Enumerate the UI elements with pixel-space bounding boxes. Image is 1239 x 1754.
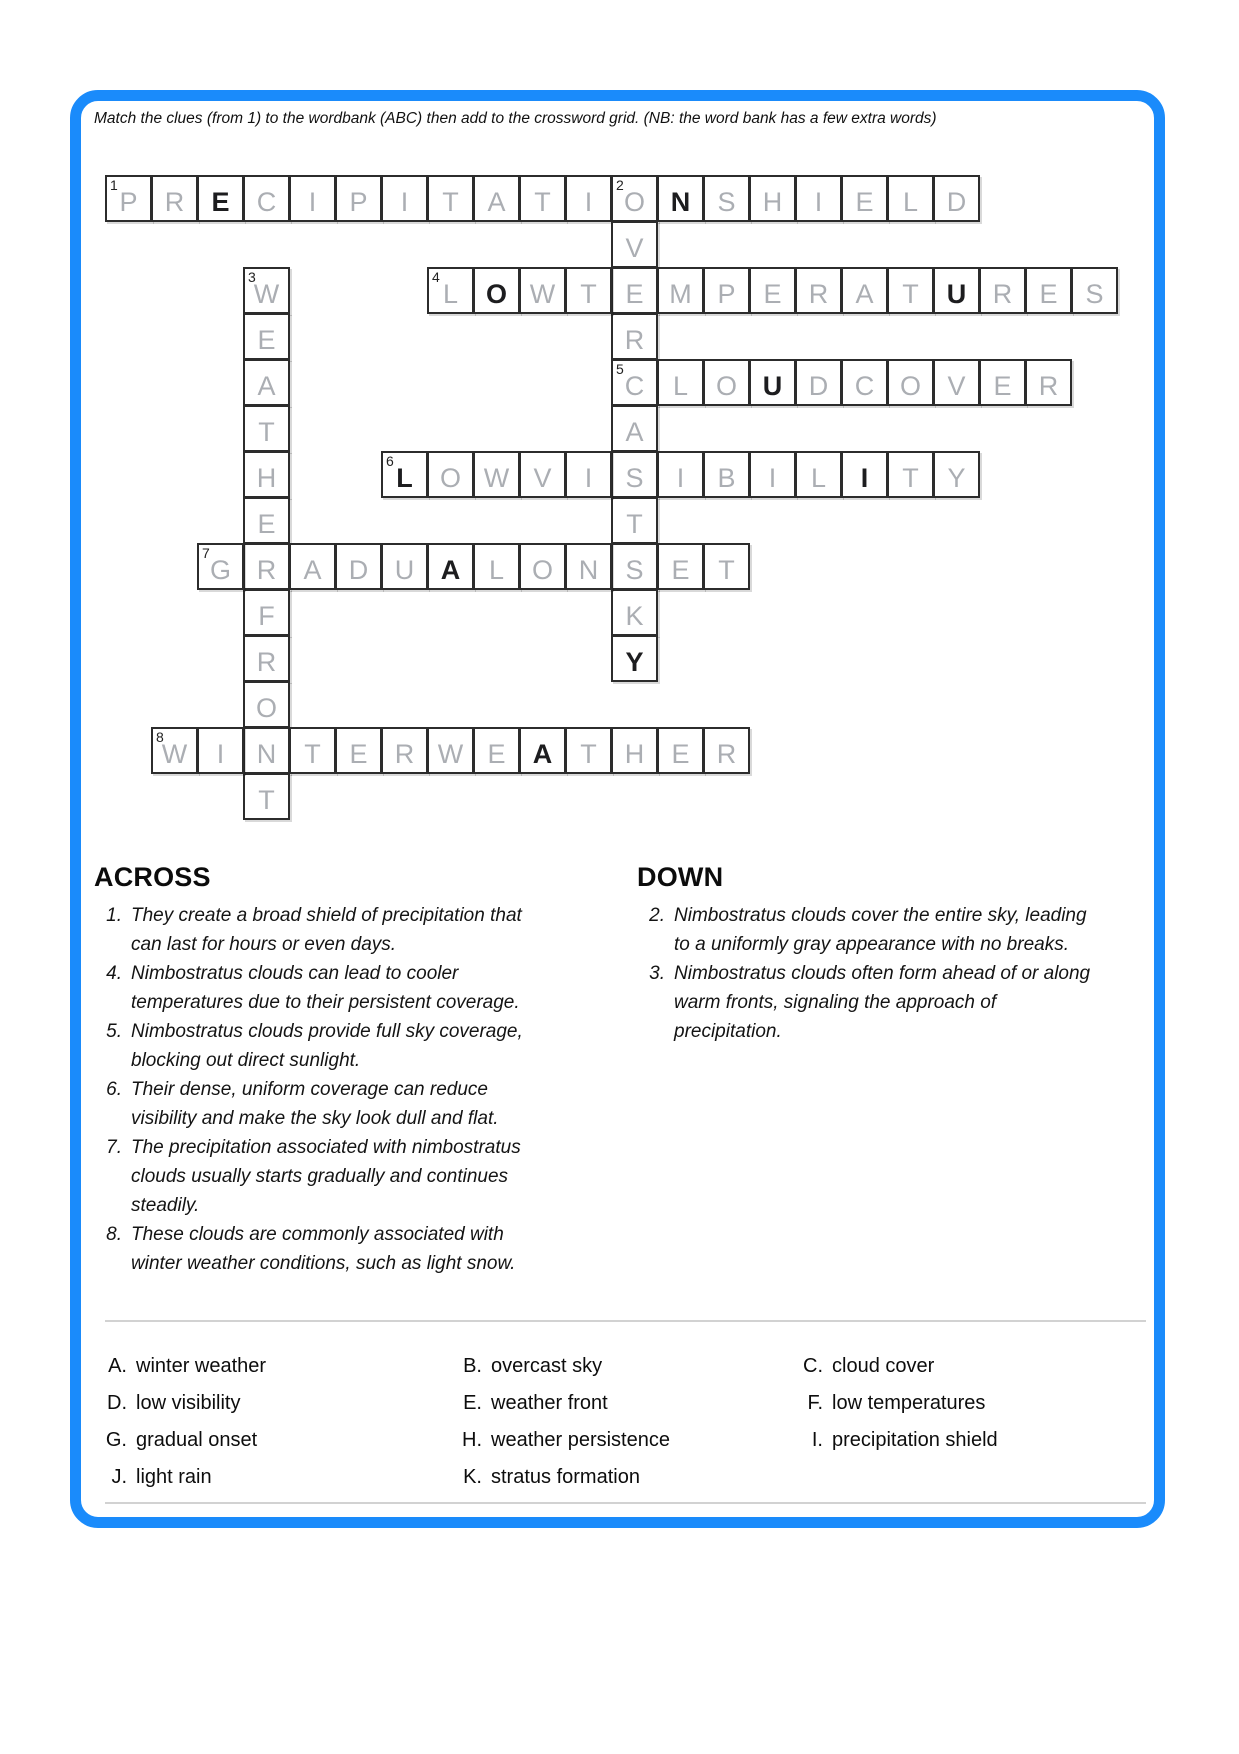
grid-cell[interactable] (795, 175, 842, 222)
word-bank-item (101, 1429, 257, 1452)
solution-letter: E (763, 278, 782, 309)
grid-cell[interactable] (611, 267, 658, 314)
grid-cell[interactable] (703, 359, 750, 406)
solution-letter: A (855, 278, 874, 309)
clue-number-label: 3 (248, 269, 256, 285)
grid-cell[interactable] (565, 543, 612, 590)
grid-cell[interactable] (243, 267, 290, 314)
solution-letter: C (624, 370, 645, 401)
worksheet-content (81, 101, 1154, 1517)
solution-letter: U (394, 554, 415, 585)
grid-cell[interactable] (1025, 359, 1072, 406)
grid-cell[interactable] (289, 543, 336, 590)
grid-cell[interactable] (519, 175, 566, 222)
clue-number-label: 7 (202, 545, 210, 561)
clue-item-text: Their dense, uniform coverage can reduce visibility and make the sky look dull and flat. (131, 1079, 499, 1129)
solution-letter: C (854, 370, 875, 401)
word-bank-letter: B. (463, 1355, 482, 1377)
solution-letter: R (256, 554, 277, 585)
clue-item-text: These clouds are commonly associated with winter weather conditions, such as light snow. (131, 1224, 516, 1274)
word-bank-item (101, 1466, 212, 1489)
word-bank (81, 1355, 1154, 1505)
grid-cell[interactable] (657, 727, 704, 774)
clue-item-number: 6. (106, 1079, 122, 1100)
solution-letter: T (718, 554, 735, 585)
word-bank-text: light rain (136, 1466, 212, 1488)
solution-letter: R (256, 646, 277, 677)
grid-cell[interactable] (795, 359, 842, 406)
solution-letter: K (625, 600, 644, 631)
down-clue-list (637, 901, 1094, 1046)
clue-item-number: 3. (649, 963, 665, 984)
grid-cell[interactable] (657, 359, 704, 406)
grid-cell[interactable] (611, 635, 658, 682)
word-bank-text: winter weather (136, 1355, 267, 1377)
grid-cell[interactable] (243, 773, 290, 820)
solution-letter: T (580, 738, 597, 769)
solution-letter: R (394, 738, 415, 769)
grid-cell[interactable] (197, 543, 244, 590)
clue-item-number: 5. (106, 1021, 122, 1042)
clue-item-number: 8. (106, 1224, 122, 1245)
grid-cell[interactable] (473, 451, 520, 498)
grid-cell[interactable] (841, 175, 888, 222)
grid-cell[interactable] (749, 451, 796, 498)
grid-cell[interactable] (887, 359, 934, 406)
grid-cell[interactable] (749, 267, 796, 314)
solution-letter: T (580, 278, 597, 309)
solution-letter: E (1039, 278, 1058, 309)
solution-letter: E (671, 554, 690, 585)
solution-letter: D (348, 554, 369, 585)
word-bank-text: gradual onset (136, 1429, 258, 1451)
clue-item-text: Nimbostratus clouds often form ahead of or along warm fronts, signaling the approach of precipitation. (674, 963, 1091, 1042)
solution-letter: P (119, 186, 138, 217)
solution-letter: W (529, 278, 556, 309)
grid-cell[interactable] (841, 359, 888, 406)
solution-letter: R (1038, 370, 1059, 401)
solution-letter: S (1085, 278, 1104, 309)
clue-item-number: 1. (106, 905, 122, 926)
grid-cell[interactable] (427, 543, 474, 590)
grid-cell[interactable] (473, 267, 520, 314)
solution-letter: D (946, 186, 967, 217)
word-bank-letter: F. (807, 1392, 823, 1414)
word-bank-letter: H. (462, 1429, 482, 1451)
solution-letter: E (349, 738, 368, 769)
word-bank-item (797, 1392, 985, 1415)
solution-letter: R (624, 324, 645, 355)
grid-cell[interactable] (519, 727, 566, 774)
prefilled-letter: L (396, 462, 413, 493)
solution-letter: T (626, 508, 643, 539)
solution-letter: S (625, 554, 644, 585)
prefilled-letter: O (485, 278, 507, 309)
grid-cell[interactable] (611, 405, 658, 452)
grid-cell[interactable] (887, 267, 934, 314)
solution-letter: H (762, 186, 783, 217)
word-bank-letter: E. (463, 1392, 482, 1414)
grid-cell[interactable] (243, 313, 290, 360)
grid-cell[interactable] (1025, 267, 1072, 314)
solution-letter: O (715, 370, 737, 401)
solution-letter: A (303, 554, 322, 585)
grid-cell[interactable] (933, 359, 980, 406)
word-bank-item (456, 1429, 670, 1452)
solution-letter: E (487, 738, 506, 769)
down-heading: DOWN (637, 862, 724, 892)
grid-cell[interactable] (473, 727, 520, 774)
clue-number-label: 5 (616, 361, 624, 377)
across-heading: ACROSS (94, 862, 211, 892)
grid-cell[interactable] (933, 451, 980, 498)
grid-cell[interactable] (703, 727, 750, 774)
grid-cell[interactable] (197, 727, 244, 774)
word-bank-text: cloud cover (832, 1355, 935, 1377)
grid-cell[interactable] (979, 359, 1026, 406)
word-bank-letter: A. (108, 1355, 127, 1377)
solution-letter: S (717, 186, 736, 217)
solution-letter: E (671, 738, 690, 769)
clue-item-number: 7. (106, 1137, 122, 1158)
solution-letter: E (855, 186, 874, 217)
clue-item-text: Nimbostratus clouds cover the entire sky, leading to a uniformly gray appearance with no breaks. (674, 905, 1087, 955)
solution-letter: L (672, 370, 689, 401)
word-bank-item (456, 1355, 602, 1378)
solution-letter: V (947, 370, 966, 401)
clue-number-label: 8 (156, 729, 164, 745)
solution-letter: Y (947, 462, 966, 493)
solution-letter: A (487, 186, 506, 217)
solution-letter: H (624, 738, 645, 769)
across-clue-list (94, 901, 539, 1278)
grid-cell[interactable] (427, 267, 474, 314)
word-bank-text: weather front (491, 1392, 608, 1414)
grid-cell[interactable] (243, 359, 290, 406)
solution-letter: T (258, 784, 275, 815)
grid-cell[interactable] (197, 175, 244, 222)
grid-cell[interactable] (151, 175, 198, 222)
grid-cell[interactable] (243, 497, 290, 544)
clue-item-number: 4. (106, 963, 122, 984)
solution-letter: R (164, 186, 185, 217)
word-bank-text: low temperatures (832, 1392, 986, 1414)
solution-letter: F (258, 600, 275, 631)
solution-letter: I (676, 462, 685, 493)
solution-letter: M (669, 278, 692, 309)
grid-cell[interactable] (381, 175, 428, 222)
clue-number-label: 1 (110, 177, 118, 193)
grid-cell[interactable] (611, 313, 658, 360)
grid-cell[interactable] (703, 451, 750, 498)
word-bank-text: low visibility (136, 1392, 241, 1414)
solution-letter: I (584, 462, 593, 493)
clue-item-number: 2. (649, 905, 665, 926)
solution-letter: S (625, 462, 644, 493)
solution-letter: I (584, 186, 593, 217)
prefilled-letter: E (211, 186, 230, 217)
grid-cell[interactable] (703, 543, 750, 590)
solution-letter: I (308, 186, 317, 217)
grid-cell[interactable] (473, 543, 520, 590)
solution-letter: O (439, 462, 461, 493)
word-bank-letter: J. (111, 1466, 127, 1488)
grid-cell[interactable] (657, 267, 704, 314)
solution-letter: B (717, 462, 736, 493)
clue-number-label: 4 (432, 269, 440, 285)
solution-letter: I (400, 186, 409, 217)
clue-item (637, 901, 1094, 959)
grid-cell[interactable] (243, 727, 290, 774)
solution-letter: H (256, 462, 277, 493)
clue-number-label: 2 (616, 177, 624, 193)
solution-letter: T (258, 416, 275, 447)
solution-letter: L (488, 554, 505, 585)
grid-cell[interactable] (565, 175, 612, 222)
clue-item-text: They create a broad shield of precipitation that can last for hours or even days. (131, 905, 522, 955)
grid-cell[interactable] (795, 267, 842, 314)
grid-cell[interactable] (611, 359, 658, 406)
grid-cell[interactable] (151, 727, 198, 774)
grid-cell[interactable] (381, 543, 428, 590)
solution-letter: T (442, 186, 459, 217)
solution-letter: T (534, 186, 551, 217)
solution-letter: E (625, 278, 644, 309)
word-bank-text: overcast sky (491, 1355, 603, 1377)
grid-cell[interactable] (565, 267, 612, 314)
solution-letter: I (216, 738, 225, 769)
grid-cell[interactable] (703, 267, 750, 314)
grid-cell[interactable] (427, 727, 474, 774)
clue-item (94, 1075, 539, 1133)
word-bank-item (101, 1392, 240, 1415)
clue-item-text: The precipitation associated with nimbostratus clouds usually starts gradually and continues steadily. (131, 1137, 521, 1216)
solution-letter: L (902, 186, 919, 217)
prefilled-letter: N (670, 186, 691, 217)
word-bank-item (101, 1355, 266, 1378)
clue-number-label: 6 (386, 453, 394, 469)
grid-cell[interactable] (703, 175, 750, 222)
grid-cell[interactable] (657, 543, 704, 590)
prefilled-letter: A (532, 738, 553, 769)
grid-cell[interactable] (289, 727, 336, 774)
grid-cell[interactable] (887, 451, 934, 498)
solution-letter: A (625, 416, 644, 447)
grid-cell[interactable] (243, 405, 290, 452)
grid-cell[interactable] (611, 589, 658, 636)
solution-letter: R (808, 278, 829, 309)
grid-cell[interactable] (887, 175, 934, 222)
grid-cell[interactable] (335, 175, 382, 222)
grid-cell[interactable] (105, 175, 152, 222)
grid-cell[interactable] (841, 267, 888, 314)
grid-cell[interactable] (749, 359, 796, 406)
grid-cell[interactable] (473, 175, 520, 222)
solution-letter: D (808, 370, 829, 401)
grid-cell[interactable] (841, 451, 888, 498)
solution-letter: P (717, 278, 736, 309)
grid-cell[interactable] (611, 175, 658, 222)
grid-cell[interactable] (795, 451, 842, 498)
grid-cell[interactable] (611, 727, 658, 774)
prefilled-letter: Y (625, 646, 644, 677)
solution-letter: O (623, 186, 645, 217)
word-bank-item (456, 1466, 640, 1489)
word-bank-letter: D. (107, 1392, 127, 1414)
grid-cell[interactable] (611, 221, 658, 268)
grid-cell[interactable] (611, 451, 658, 498)
clue-item (94, 901, 539, 959)
solution-letter: L (442, 278, 459, 309)
word-bank-letter: I. (811, 1429, 823, 1451)
solution-letter: W (253, 278, 280, 309)
grid-cell[interactable] (427, 451, 474, 498)
clue-item (637, 959, 1094, 1046)
word-bank-item (797, 1355, 934, 1378)
solution-letter: W (483, 462, 510, 493)
grid-cell[interactable] (657, 451, 704, 498)
solution-letter: V (533, 462, 552, 493)
solution-letter: I (768, 462, 777, 493)
grid-cell[interactable] (611, 497, 658, 544)
prefilled-letter: I (860, 462, 869, 493)
solution-letter: I (814, 186, 823, 217)
solution-letter: V (625, 232, 644, 263)
grid-cell[interactable] (243, 175, 290, 222)
solution-letter: P (349, 186, 368, 217)
word-bank-text: stratus formation (491, 1466, 640, 1488)
grid-cell[interactable] (565, 451, 612, 498)
grid-cell[interactable] (243, 543, 290, 590)
grid-cell[interactable] (381, 451, 428, 498)
solution-letter: N (256, 738, 277, 769)
solution-letter: W (437, 738, 464, 769)
solution-letter: N (578, 554, 599, 585)
word-bank-letter: K. (463, 1466, 482, 1488)
grid-cell[interactable] (519, 543, 566, 590)
solution-letter: E (257, 508, 276, 539)
solution-letter: L (810, 462, 827, 493)
word-bank-text: weather persistence (491, 1429, 670, 1451)
solution-letter: R (992, 278, 1013, 309)
divider-bottom (105, 1502, 1146, 1504)
solution-letter: T (304, 738, 321, 769)
divider-top (105, 1320, 1146, 1322)
prefilled-letter: A (440, 554, 461, 585)
solution-letter: E (993, 370, 1012, 401)
grid-cell[interactable] (289, 175, 336, 222)
solution-letter: O (531, 554, 553, 585)
solution-letter: O (255, 692, 277, 723)
solution-letter: R (716, 738, 737, 769)
grid-cell[interactable] (611, 543, 658, 590)
grid-cell[interactable] (657, 175, 704, 222)
prefilled-letter: U (946, 278, 967, 309)
clue-item-text: Nimbostratus clouds can lead to cooler temperatures due to their persistent coverage. (131, 963, 520, 1013)
clue-item (94, 1220, 539, 1278)
grid-cell[interactable] (243, 681, 290, 728)
word-bank-item (797, 1429, 998, 1452)
grid-cell[interactable] (243, 589, 290, 636)
clue-item (94, 959, 539, 1017)
grid-cell[interactable] (933, 175, 980, 222)
grid-cell[interactable] (335, 727, 382, 774)
grid-cell[interactable] (979, 267, 1026, 314)
clue-item-text: Nimbostratus clouds provide full sky coverage, blocking out direct sunlight. (131, 1021, 523, 1071)
solution-letter: O (899, 370, 921, 401)
clue-item (94, 1017, 539, 1075)
instruction-text: Match the clues (from 1) to the wordbank (ABC) then add to the crossword grid. (NB: the word bank has a few extra words) (94, 110, 937, 127)
solution-letter: G (209, 554, 231, 585)
grid-cell[interactable] (1071, 267, 1118, 314)
grid-cell[interactable] (933, 267, 980, 314)
grid-cell[interactable] (749, 175, 796, 222)
grid-cell[interactable] (427, 175, 474, 222)
word-bank-item (456, 1392, 608, 1415)
prefilled-letter: U (762, 370, 783, 401)
solution-letter: E (257, 324, 276, 355)
worksheet-card (70, 90, 1165, 1528)
word-bank-letter: C. (803, 1355, 823, 1377)
solution-letter: A (257, 370, 276, 401)
solution-letter: T (902, 278, 919, 309)
solution-letter: C (256, 186, 277, 217)
solution-letter: T (902, 462, 919, 493)
grid-cell[interactable] (519, 451, 566, 498)
grid-cell[interactable] (243, 635, 290, 682)
grid-cell[interactable] (381, 727, 428, 774)
grid-cell[interactable] (519, 267, 566, 314)
grid-cell[interactable] (565, 727, 612, 774)
grid-cell[interactable] (243, 451, 290, 498)
word-bank-text: precipitation shield (832, 1429, 998, 1451)
word-bank-letter: G. (105, 1429, 127, 1451)
clue-item (94, 1133, 539, 1220)
grid-cell[interactable] (335, 543, 382, 590)
solution-letter: W (161, 738, 188, 769)
